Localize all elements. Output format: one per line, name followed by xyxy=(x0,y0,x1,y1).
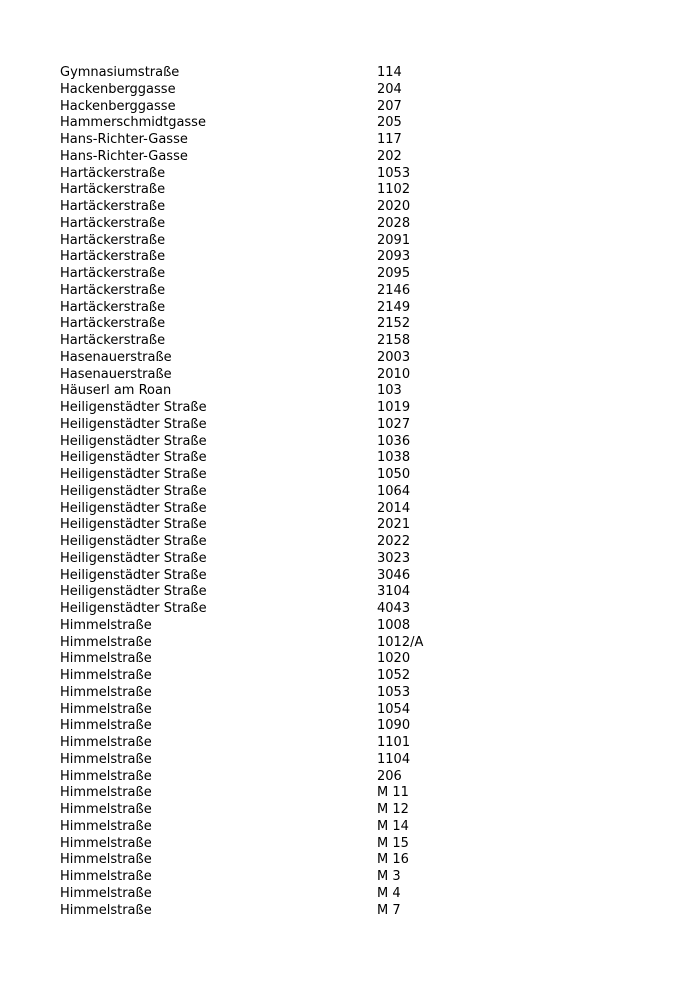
table-row xyxy=(60,450,480,467)
house-number-cell: 1053 xyxy=(377,165,411,181)
table-row xyxy=(60,233,480,250)
house-number-cell: 2158 xyxy=(377,333,411,348)
street-name-cell: Heiligenstädter Straße xyxy=(60,450,207,466)
street-name-cell: Hartäckerstraße xyxy=(60,266,166,281)
street-name-cell: Hackenberggasse xyxy=(60,81,176,97)
table-row xyxy=(60,182,480,199)
street-name-cell: Himmelstraße xyxy=(60,785,152,801)
house-number-cell: 1027 xyxy=(377,416,411,432)
table-row xyxy=(60,785,480,802)
street-name-cell: Himmelstraße xyxy=(60,617,152,633)
table-row xyxy=(60,635,480,652)
house-number-cell: 2093 xyxy=(377,249,411,265)
house-number-cell: 205 xyxy=(377,115,402,131)
street-name-cell: Himmelstraße xyxy=(60,869,152,884)
street-name-cell: Hartäckerstraße xyxy=(60,299,166,315)
table-row xyxy=(60,718,480,735)
table-row xyxy=(60,467,480,484)
house-number-cell: 3046 xyxy=(377,567,411,583)
table-row xyxy=(60,668,480,685)
table-row xyxy=(60,65,480,82)
street-name-cell: Hans-Richter-Gasse xyxy=(60,132,188,147)
street-name-cell: Gymnasiumstraße xyxy=(60,65,180,80)
house-number-cell: 2020 xyxy=(377,199,411,214)
table-row xyxy=(60,702,480,719)
house-number-cell: M 12 xyxy=(377,802,409,817)
table-row xyxy=(60,903,480,920)
street-name-cell: Himmelstraße xyxy=(60,684,152,700)
street-name-cell: Himmelstraße xyxy=(60,751,152,767)
house-number-cell: 1054 xyxy=(377,701,411,717)
table-row xyxy=(60,149,480,166)
house-number-cell: 117 xyxy=(377,132,402,147)
house-number-cell: 1101 xyxy=(377,735,411,750)
street-name-cell: Heiligenstädter Straße xyxy=(60,534,207,549)
street-name-cell: Hammerschmidtgasse xyxy=(60,115,206,131)
house-number-cell: 1020 xyxy=(377,651,411,667)
table-row xyxy=(60,367,480,384)
house-number-cell: 1008 xyxy=(377,617,411,633)
house-number-cell: 2146 xyxy=(377,282,411,298)
house-number-cell: 206 xyxy=(377,768,402,784)
house-number-cell: M 14 xyxy=(377,818,409,834)
street-name-cell: Heiligenstädter Straße xyxy=(60,416,207,432)
street-name-cell: Himmelstraße xyxy=(60,835,152,851)
street-name-cell: Hartäckerstraße xyxy=(60,182,166,198)
house-number-cell: M 4 xyxy=(377,885,401,901)
table-row xyxy=(60,685,480,702)
table-row xyxy=(60,434,480,451)
house-number-cell: 2003 xyxy=(377,349,411,365)
street-name-cell: Heiligenstädter Straße xyxy=(60,601,207,616)
house-number-cell: 202 xyxy=(377,148,402,164)
street-name-cell: Hartäckerstraße xyxy=(60,333,166,348)
table-row xyxy=(60,551,480,568)
house-number-cell: M 15 xyxy=(377,835,409,851)
street-name-cell: Himmelstraße xyxy=(60,802,152,817)
house-number-cell: 1050 xyxy=(377,467,411,482)
table-row xyxy=(60,417,480,434)
street-name-cell: Himmelstraße xyxy=(60,701,152,717)
street-name-cell: Häuserl am Roan xyxy=(60,383,172,399)
table-row xyxy=(60,769,480,786)
table-row xyxy=(60,517,480,534)
house-number-cell: 1038 xyxy=(377,450,411,466)
table-row xyxy=(60,618,480,635)
table-row xyxy=(60,852,480,869)
table-row xyxy=(60,584,480,601)
street-name-cell: Heiligenstädter Straße xyxy=(60,400,207,415)
table-row xyxy=(60,601,480,618)
table-row xyxy=(60,249,480,266)
street-name-cell: Himmelstraße xyxy=(60,668,152,683)
house-number-cell: 3023 xyxy=(377,550,411,566)
street-name-cell: Himmelstraße xyxy=(60,718,152,734)
street-name-cell: Himmelstraße xyxy=(60,818,152,834)
house-number-cell: 1012/A xyxy=(377,634,424,650)
street-name-cell: Hackenberggasse xyxy=(60,98,176,114)
table-row xyxy=(60,836,480,853)
house-number-cell: 1019 xyxy=(377,400,411,415)
street-name-cell: Hartäckerstraße xyxy=(60,249,166,265)
house-number-cell: 2022 xyxy=(377,534,411,549)
house-number-cell: 2010 xyxy=(377,366,411,382)
street-name-cell: Hans-Richter-Gasse xyxy=(60,148,188,164)
street-name-cell: Heiligenstädter Straße xyxy=(60,517,207,533)
table-row xyxy=(60,869,480,886)
street-name-cell: Heiligenstädter Straße xyxy=(60,567,207,583)
street-name-cell: Himmelstraße xyxy=(60,852,152,868)
house-number-cell: 1102 xyxy=(377,182,411,198)
street-name-cell: Hartäckerstraße xyxy=(60,316,166,332)
house-number-cell: 103 xyxy=(377,383,402,399)
street-name-cell: Hartäckerstraße xyxy=(60,215,166,231)
table-row xyxy=(60,400,480,417)
house-number-cell: M 3 xyxy=(377,869,401,884)
table-row xyxy=(60,501,480,518)
house-number-cell: 1090 xyxy=(377,718,411,734)
table-row xyxy=(60,383,480,400)
table-row xyxy=(60,886,480,903)
street-name-cell: Hasenauerstraße xyxy=(60,349,172,365)
street-name-cell: Himmelstraße xyxy=(60,902,152,918)
house-number-cell: 1104 xyxy=(377,751,411,767)
house-number-cell: 2021 xyxy=(377,517,411,533)
table-row xyxy=(60,316,480,333)
street-name-cell: Heiligenstädter Straße xyxy=(60,433,207,449)
house-number-cell: 2028 xyxy=(377,215,411,231)
street-name-cell: Himmelstraße xyxy=(60,885,152,901)
table-row xyxy=(60,350,480,367)
house-number-cell: 2091 xyxy=(377,232,411,248)
house-number-cell: 1036 xyxy=(377,433,411,449)
street-name-cell: Hartäckerstraße xyxy=(60,199,166,214)
table-row xyxy=(60,819,480,836)
table-row xyxy=(60,266,480,283)
street-name-cell: Himmelstraße xyxy=(60,651,152,667)
house-number-cell: 3104 xyxy=(377,584,411,600)
house-number-cell: 1052 xyxy=(377,668,411,683)
house-number-cell: 1064 xyxy=(377,483,411,499)
table-row xyxy=(60,534,480,551)
street-name-cell: Himmelstraße xyxy=(60,634,152,650)
street-name-cell: Heiligenstädter Straße xyxy=(60,584,207,600)
street-name-cell: Hartäckerstraße xyxy=(60,282,166,298)
street-name-cell: Hasenauerstraße xyxy=(60,366,172,382)
street-name-cell: Himmelstraße xyxy=(60,768,152,784)
house-number-cell: M 11 xyxy=(377,785,409,801)
house-number-cell: 207 xyxy=(377,98,402,114)
street-name-cell: Heiligenstädter Straße xyxy=(60,500,207,516)
table-row xyxy=(60,82,480,99)
table-row xyxy=(60,484,480,501)
table-row xyxy=(60,216,480,233)
house-number-cell: 2095 xyxy=(377,266,411,281)
street-name-cell: Hartäckerstraße xyxy=(60,165,166,181)
house-number-cell: M 16 xyxy=(377,852,409,868)
table-row xyxy=(60,651,480,668)
address-table xyxy=(60,65,480,919)
street-name-cell: Heiligenstädter Straße xyxy=(60,550,207,566)
street-name-cell: Himmelstraße xyxy=(60,735,152,750)
table-row xyxy=(60,283,480,300)
street-name-cell: Hartäckerstraße xyxy=(60,232,166,248)
house-number-cell: 2149 xyxy=(377,299,411,315)
table-row xyxy=(60,802,480,819)
house-number-cell: 204 xyxy=(377,81,402,97)
table-row xyxy=(60,199,480,216)
house-number-cell: 114 xyxy=(377,65,402,80)
house-number-cell: 2014 xyxy=(377,500,411,516)
table-row xyxy=(60,735,480,752)
table-row xyxy=(60,99,480,116)
street-name-cell: Heiligenstädter Straße xyxy=(60,467,207,482)
house-number-cell: 4043 xyxy=(377,601,411,616)
table-row xyxy=(60,115,480,132)
house-number-cell: M 7 xyxy=(377,902,401,918)
street-name-cell: Heiligenstädter Straße xyxy=(60,483,207,499)
table-row xyxy=(60,752,480,769)
table-row xyxy=(60,300,480,317)
house-number-cell: 1053 xyxy=(377,684,411,700)
table-row xyxy=(60,166,480,183)
house-number-cell: 2152 xyxy=(377,316,411,332)
table-row xyxy=(60,333,480,350)
table-row xyxy=(60,568,480,585)
table-row xyxy=(60,132,480,149)
